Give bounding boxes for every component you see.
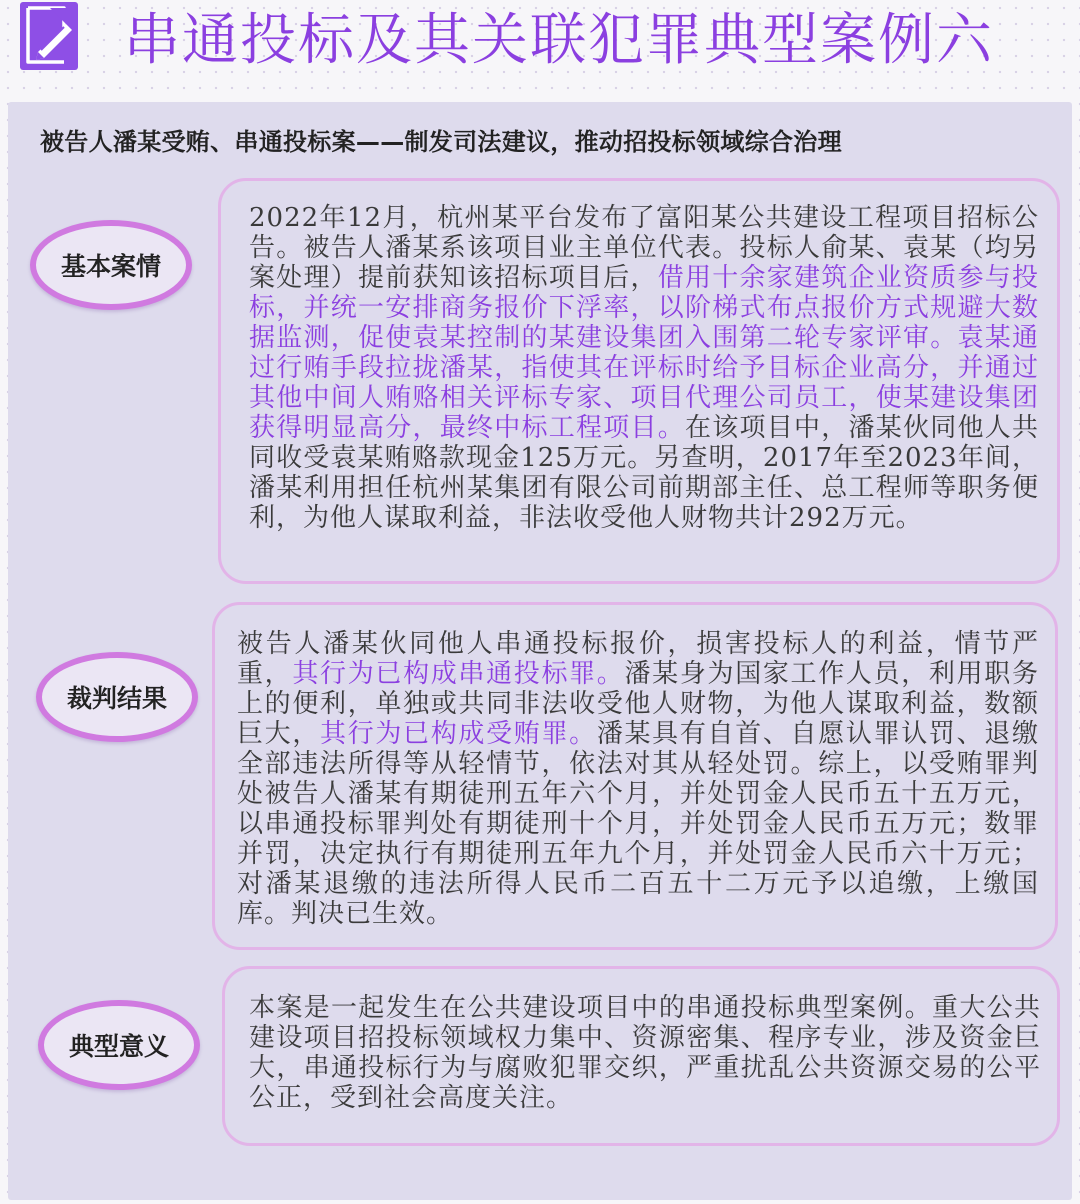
- verdict-segment: 被告人潘某伙同他人串通投标报价，损害投标人的利益，情节严重，: [237, 629, 1039, 689]
- verdict-text: [237, 629, 1039, 929]
- case-subtitle: 被告人潘某受贿、串通投标案——制发司法建议，推动招投标领域综合治理: [40, 128, 842, 156]
- verdict-segment: 潘某身为国家工作人员，利用职务上的便利，单独或共同非法收受他人财物，为他人谋取利益，数额巨大，: [237, 659, 1039, 749]
- verdict-card: [212, 602, 1058, 950]
- section-badge-significance: [38, 1000, 200, 1090]
- significance-text: [249, 993, 1041, 1113]
- basic-facts-text: [249, 203, 1039, 533]
- section-label: 基本案情: [60, 252, 161, 281]
- basic-facts-segment: 在该项目中，潘某伙同他人共同收受袁某贿赂款现金125万元。另查明，2017年至2023年间，潘某利用担任杭州某集团有限公司前期部主任、总工程师等职务便利，为他人谋取利益，非法收受他人财物共计292万元。: [249, 413, 1039, 533]
- verdict-highlight: 其行为已构成串通投标罪。: [292, 659, 625, 689]
- significance-card: [222, 966, 1060, 1146]
- basic-facts-card: [218, 178, 1060, 584]
- section-badge-verdict: [36, 652, 198, 742]
- section-label: 裁判结果: [66, 684, 167, 713]
- pencil-note-icon: [20, 2, 78, 70]
- verdict-highlight: 其行为已构成受贿罪。: [320, 719, 597, 749]
- basic-facts-highlight: 借用十余家建筑企业资质参与投标，并统一安排商务报价下浮率，以阶梯式布点报价方式规避大数据监测，促使袁某控制的某建设集团入围第二轮专家评审。袁某通过行贿手段拉拢潘某，指使其在评标时给予目标企业高分，并通过其他中间人贿赂相关评标专家、项目代理公司员工，使某建设集团获得明显高分，最终中标工程项目。: [249, 263, 1039, 443]
- basic-facts-segment: 2022年12月，杭州某平台发布了富阳某公共建设工程项目招标公告。被告人潘某系该项目业主单位代表。投标人俞某、袁某（均另案处理）提前获知该招标项目后，: [249, 203, 1039, 293]
- section-badge-basic-facts: [30, 220, 192, 310]
- page-title: 串通投标及其关联犯罪典型案例六: [124, 8, 994, 73]
- header: [0, 0, 1080, 86]
- significance-segment: 本案是一起发生在公共建设项目中的串通投标典型案例。重大公共建设项目招投标领域权力集中、资源密集、程序专业，涉及资金巨大，串通投标行为与腐败犯罪交织，严重扰乱公共资源交易的公平公正，受到社会高度关注。: [249, 993, 1041, 1113]
- verdict-segment: 潘某具有自首、自愿认罪认罚、退缴全部违法所得等从轻情节，依法对其从轻处罚。综上，以受贿罪判处被告人潘某有期徒刑五年六个月，并处罚金人民币五十五万元，以串通投标罪判处有期徒刑十个月，并处罚金人民币五万元；数罪并罚，决定执行有期徒刑五年九个月，并处罚金人民币六十万元；对潘某退缴的违法所得人民币二百五十二万元予以追缴，上缴国库。判决已生效。: [237, 719, 1039, 929]
- section-label: 典型意义: [68, 1032, 169, 1061]
